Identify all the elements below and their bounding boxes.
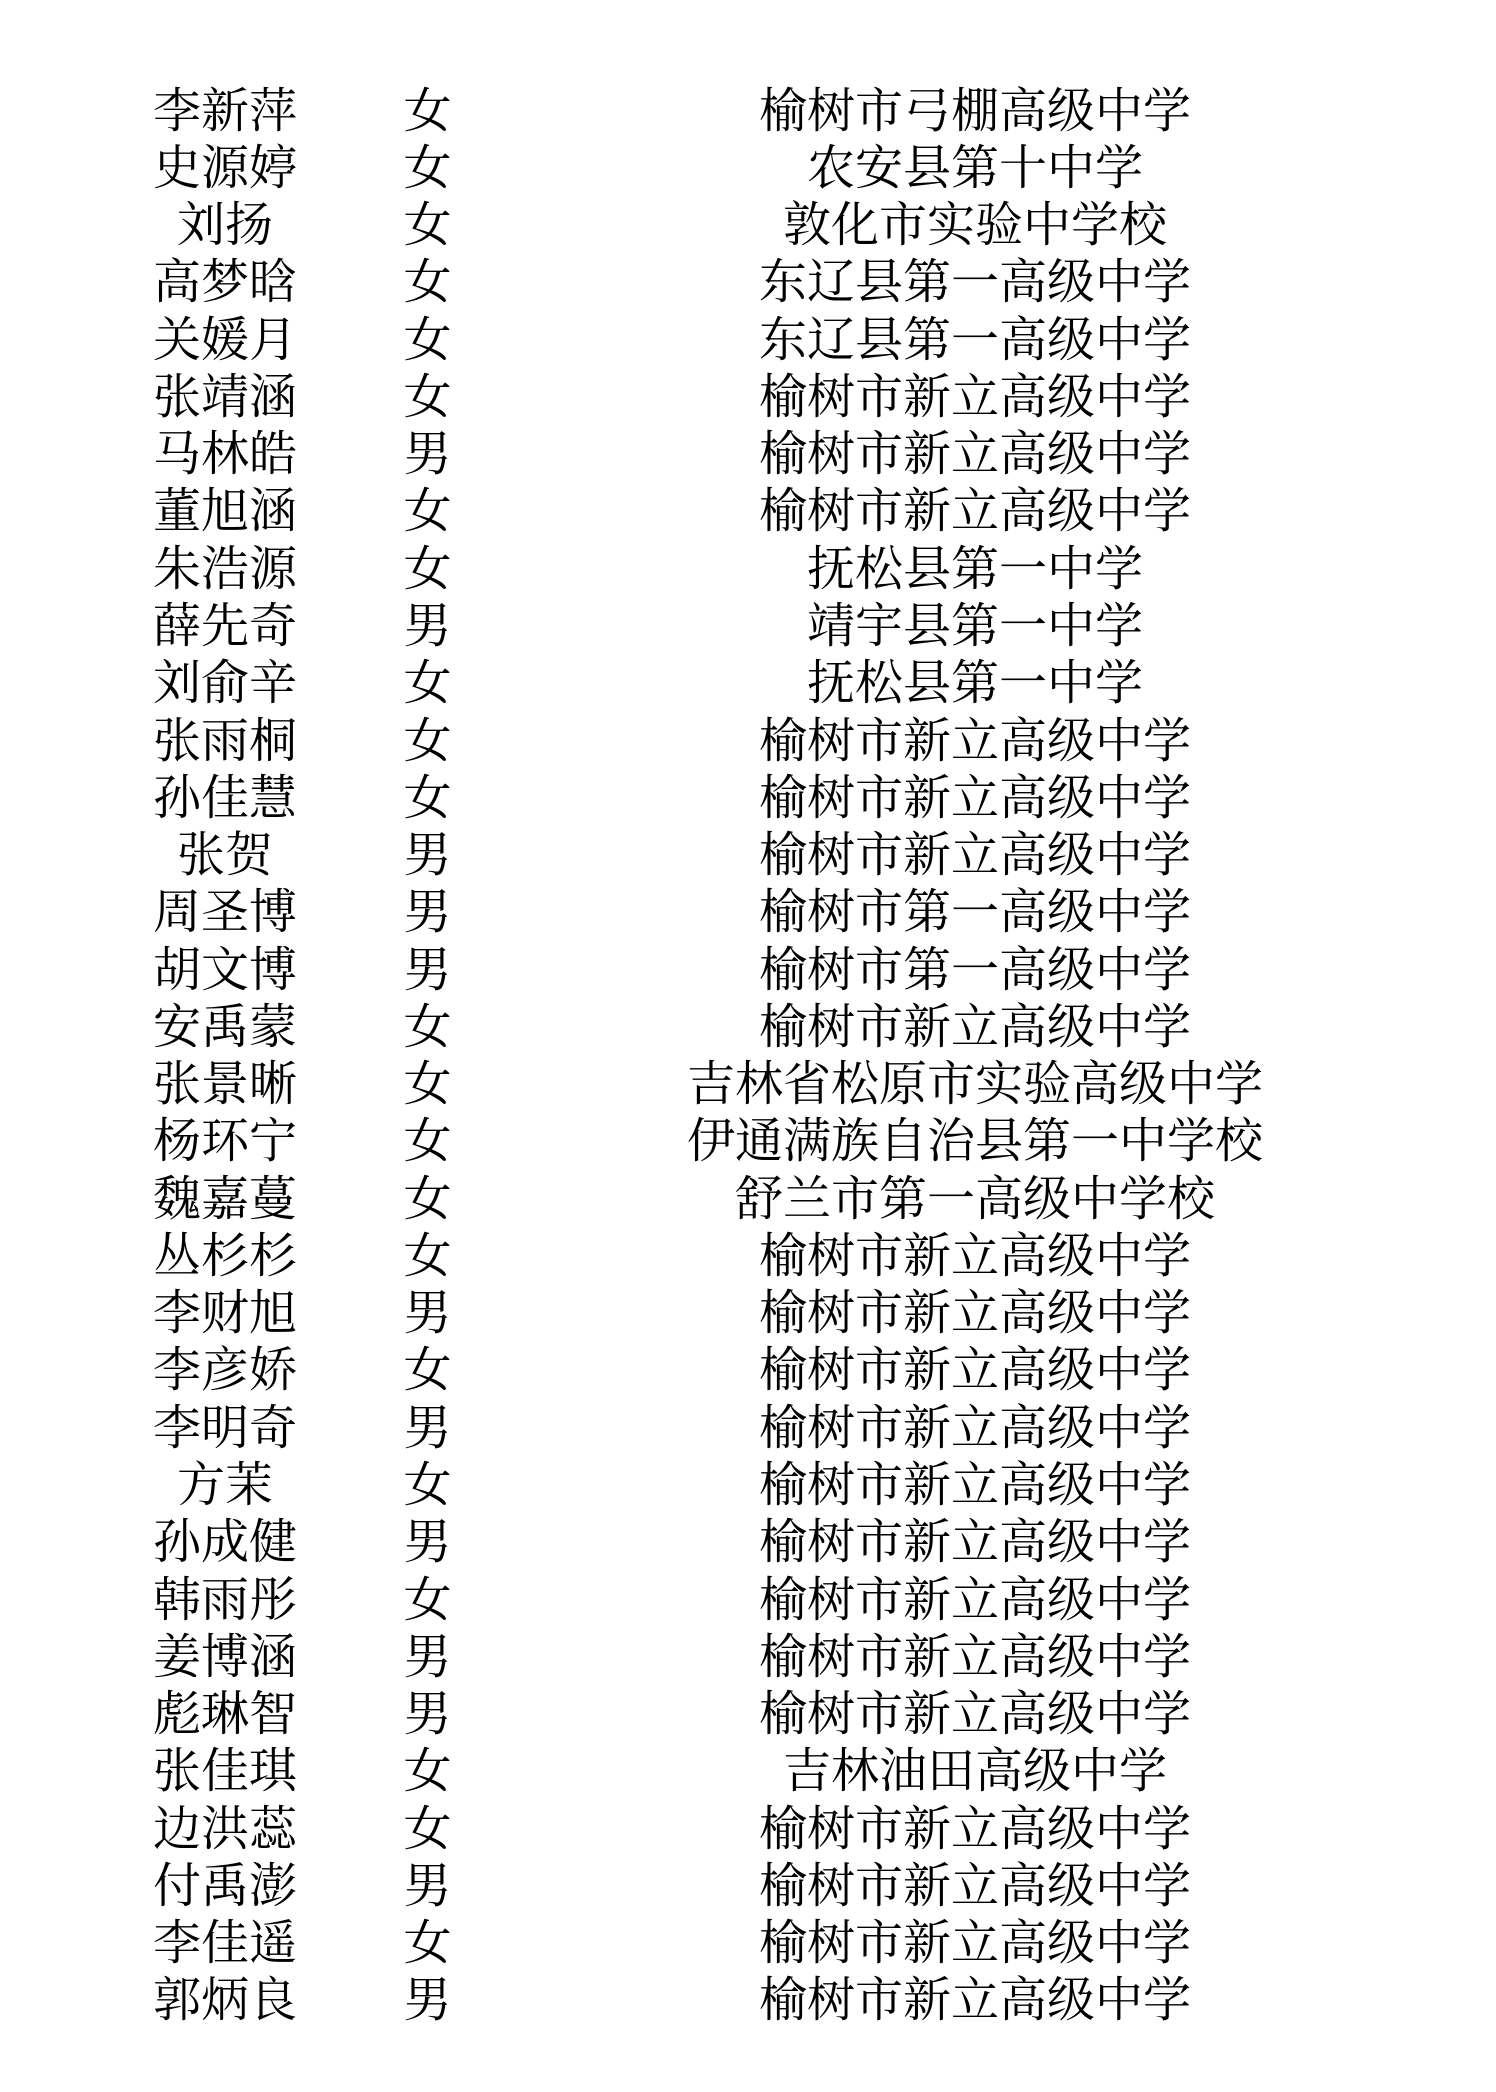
student-school-cell: 抚松县第一中学 xyxy=(806,657,1143,711)
student-name-cell: 张贺 xyxy=(176,829,273,883)
table-row xyxy=(0,1457,1496,1514)
student-name-cell: 安禹蒙 xyxy=(152,1000,297,1054)
student-school-cell: 农安县第十中学 xyxy=(806,141,1143,195)
student-name-cell: 付禹澎 xyxy=(152,1859,297,1913)
student-gender-cell: 女 xyxy=(403,1459,452,1512)
table-row xyxy=(0,1572,1496,1629)
student-name-cell: 马林皓 xyxy=(152,428,297,482)
student-school-cell: 榆树市新立高级中学 xyxy=(758,1287,1191,1341)
table-row xyxy=(0,83,1496,140)
table-row xyxy=(0,312,1496,369)
table-row xyxy=(0,1629,1496,1686)
student-school-cell: 榆树市新立高级中学 xyxy=(758,428,1191,482)
student-name-cell: 朱浩源 xyxy=(152,542,297,596)
student-name-cell: 刘扬 xyxy=(176,199,273,253)
student-school-cell: 榆树市新立高级中学 xyxy=(758,370,1191,424)
student-school-cell: 榆树市新立高级中学 xyxy=(758,829,1191,883)
table-row xyxy=(0,1744,1496,1801)
table-row xyxy=(0,1228,1496,1285)
table-row xyxy=(0,484,1496,541)
table-row xyxy=(0,541,1496,598)
student-school-cell: 榆树市弓棚高级中学 xyxy=(758,84,1191,138)
student-name-cell: 薛先奇 xyxy=(152,600,297,654)
table-row xyxy=(0,369,1496,426)
student-name-cell: 杨环宁 xyxy=(152,1115,297,1169)
student-gender-cell: 女 xyxy=(403,313,452,367)
student-name-cell: 高梦晗 xyxy=(152,256,297,310)
student-school-cell: 榆树市新立高级中学 xyxy=(758,1229,1191,1283)
student-name-cell: 丛杉杉 xyxy=(152,1229,297,1283)
student-gender-cell: 女 xyxy=(403,84,452,138)
table-row xyxy=(0,598,1496,655)
table-row xyxy=(0,713,1496,770)
student-school-cell: 东辽县第一高级中学 xyxy=(758,256,1191,310)
student-name-cell: 方茉 xyxy=(176,1459,273,1512)
student-school-cell: 东辽县第一高级中学 xyxy=(758,313,1191,367)
student-gender-cell: 男 xyxy=(403,428,452,482)
student-gender-cell: 男 xyxy=(403,829,452,883)
student-name-cell: 孙佳慧 xyxy=(152,771,297,825)
student-gender-cell: 女 xyxy=(403,1344,452,1398)
student-gender-cell: 女 xyxy=(403,199,452,253)
student-school-cell: 榆树市新立高级中学 xyxy=(758,1974,1191,2028)
student-gender-cell: 女 xyxy=(403,1745,452,1799)
table-row xyxy=(0,1057,1496,1114)
student-name-cell: 边洪蕊 xyxy=(152,1802,297,1856)
student-school-cell: 靖宇县第一中学 xyxy=(806,600,1143,654)
student-gender-cell: 男 xyxy=(403,1287,452,1341)
table-row xyxy=(0,999,1496,1056)
student-school-cell: 抚松县第一中学 xyxy=(806,542,1143,596)
student-gender-cell: 女 xyxy=(403,1000,452,1054)
student-gender-cell: 女 xyxy=(403,256,452,310)
table-row xyxy=(0,1801,1496,1858)
table-row xyxy=(0,656,1496,713)
student-school-cell: 伊通满族自治县第一中学校 xyxy=(686,1115,1263,1169)
student-school-cell: 舒兰市第一高级中学校 xyxy=(734,1172,1215,1226)
student-gender-cell: 女 xyxy=(403,1573,452,1627)
student-school-cell: 榆树市新立高级中学 xyxy=(758,1000,1191,1054)
table-row xyxy=(0,427,1496,484)
student-gender-cell: 女 xyxy=(403,771,452,825)
student-name-cell: 李财旭 xyxy=(152,1287,297,1341)
student-name-cell: 郭炳良 xyxy=(152,1974,297,2028)
student-name-cell: 董旭涵 xyxy=(152,485,297,539)
student-school-cell: 榆树市新立高级中学 xyxy=(758,1573,1191,1627)
table-row xyxy=(0,885,1496,942)
student-name-cell: 刘俞辛 xyxy=(152,657,297,711)
student-name-cell: 姜博涵 xyxy=(152,1630,297,1684)
student-gender-cell: 女 xyxy=(403,141,452,195)
student-gender-cell: 男 xyxy=(403,600,452,654)
student-name-cell: 张佳琪 xyxy=(152,1745,297,1799)
student-school-cell: 榆树市新立高级中学 xyxy=(758,1344,1191,1398)
student-name-cell: 张景晰 xyxy=(152,1058,297,1112)
student-school-cell: 榆树市第一高级中学 xyxy=(758,886,1191,940)
student-school-cell: 榆树市新立高级中学 xyxy=(758,714,1191,768)
student-name-cell: 胡文博 xyxy=(152,943,297,997)
table-row xyxy=(0,1858,1496,1915)
table-row xyxy=(0,1114,1496,1171)
student-school-cell: 敦化市实验中学校 xyxy=(782,199,1167,253)
table-row xyxy=(0,942,1496,999)
table-row xyxy=(0,1916,1496,1973)
student-name-cell: 张雨桐 xyxy=(152,714,297,768)
student-school-cell: 榆树市新立高级中学 xyxy=(758,1401,1191,1455)
student-name-cell: 李新萍 xyxy=(152,84,297,138)
student-school-cell: 吉林油田高级中学 xyxy=(782,1745,1167,1799)
student-gender-cell: 女 xyxy=(403,1917,452,1971)
student-name-cell: 李明奇 xyxy=(152,1401,297,1455)
student-gender-cell: 女 xyxy=(403,1229,452,1283)
student-gender-cell: 男 xyxy=(403,1630,452,1684)
student-gender-cell: 女 xyxy=(403,370,452,424)
student-name-cell: 李彦娇 xyxy=(152,1344,297,1398)
student-name-cell: 周圣博 xyxy=(152,886,297,940)
student-gender-cell: 男 xyxy=(403,943,452,997)
student-gender-cell: 女 xyxy=(403,1172,452,1226)
student-gender-cell: 女 xyxy=(403,714,452,768)
table-row xyxy=(0,770,1496,827)
student-name-cell: 韩雨彤 xyxy=(152,1573,297,1627)
table-row xyxy=(0,1286,1496,1343)
student-name-cell: 魏嘉蔓 xyxy=(152,1172,297,1226)
student-gender-cell: 女 xyxy=(403,657,452,711)
student-school-cell: 榆树市第一高级中学 xyxy=(758,943,1191,997)
table-row xyxy=(0,1515,1496,1572)
student-school-cell: 榆树市新立高级中学 xyxy=(758,485,1191,539)
student-school-cell: 榆树市新立高级中学 xyxy=(758,1516,1191,1570)
student-gender-cell: 女 xyxy=(403,542,452,596)
student-school-cell: 榆树市新立高级中学 xyxy=(758,1859,1191,1913)
student-school-cell: 榆树市新立高级中学 xyxy=(758,1802,1191,1856)
table-row xyxy=(0,1973,1496,2030)
student-school-cell: 吉林省松原市实验高级中学 xyxy=(686,1058,1263,1112)
table-row xyxy=(0,827,1496,884)
student-name-cell: 张靖涵 xyxy=(152,370,297,424)
student-gender-cell: 女 xyxy=(403,1058,452,1112)
table-row xyxy=(0,1686,1496,1743)
student-school-cell: 榆树市新立高级中学 xyxy=(758,771,1191,825)
student-name-cell: 关媛月 xyxy=(152,313,297,367)
table-row xyxy=(0,1171,1496,1228)
student-name-cell: 史源婷 xyxy=(152,141,297,195)
table-row xyxy=(0,198,1496,255)
table-row xyxy=(0,1400,1496,1457)
student-gender-cell: 男 xyxy=(403,1401,452,1455)
student-name-cell: 孙成健 xyxy=(152,1516,297,1570)
student-gender-cell: 女 xyxy=(403,1115,452,1169)
student-school-cell: 榆树市新立高级中学 xyxy=(758,1917,1191,1971)
table-row xyxy=(0,140,1496,197)
student-gender-cell: 男 xyxy=(403,886,452,940)
student-name-cell: 李佳遥 xyxy=(152,1917,297,1971)
table-row xyxy=(0,1343,1496,1400)
student-gender-cell: 男 xyxy=(403,1688,452,1742)
student-gender-cell: 男 xyxy=(403,1859,452,1913)
student-gender-cell: 男 xyxy=(403,1516,452,1570)
student-gender-cell: 女 xyxy=(403,485,452,539)
table-row xyxy=(0,255,1496,312)
student-school-cell: 榆树市新立高级中学 xyxy=(758,1630,1191,1684)
student-name-cell: 彪琳智 xyxy=(152,1688,297,1742)
student-gender-cell: 男 xyxy=(403,1974,452,2028)
student-school-cell: 榆树市新立高级中学 xyxy=(758,1459,1191,1512)
student-school-cell: 榆树市新立高级中学 xyxy=(758,1688,1191,1742)
student-gender-cell: 女 xyxy=(403,1802,452,1856)
